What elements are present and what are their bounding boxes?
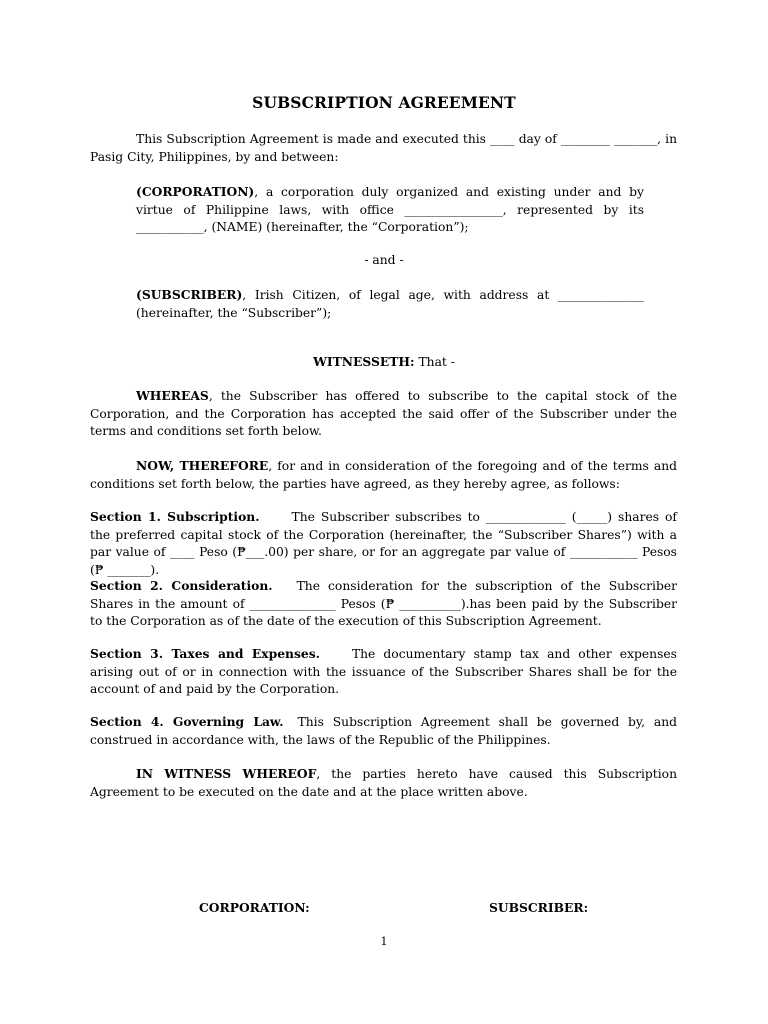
witnesseth-suffix: That - bbox=[414, 355, 455, 369]
section-3-paragraph bbox=[90, 645, 677, 699]
section-3-text: The documentary stamp tax and other expenses arising out of or in connection with the issuance of the Subscriber Shares shall be for the account of and paid by the Corporation. bbox=[90, 647, 677, 696]
signature-corporation-label: CORPORATION: bbox=[199, 900, 310, 915]
in-witness-paragraph bbox=[90, 765, 677, 801]
section-4-paragraph bbox=[90, 713, 677, 749]
corporation-party-name: (CORPORATION) bbox=[136, 184, 255, 199]
section-1-text: The Subscriber subscribes to _____________ (_____) shares of the preferred capital stock of the Corporation (hereinafter, the “Subscriber Shares”) with a par value of ____ Peso (₱___.00) per share, or for an aggregate par value of ___________ Pesos (₱ _______). bbox=[90, 510, 677, 577]
witnesseth-line bbox=[0, 353, 768, 371]
intro-paragraph: This Subscription Agreement is made and executed this ____ day of ________ _______, in Pasig City, Philippines, by and between: bbox=[90, 132, 677, 164]
in-witness-label: IN WITNESS WHEREOF bbox=[136, 766, 317, 781]
and-separator: - and - bbox=[364, 253, 404, 267]
section-3-heading: Section 3. Taxes and Expenses. bbox=[90, 646, 320, 661]
corporation-party-paragraph bbox=[136, 183, 644, 237]
witnesseth-label: WITNESSETH: bbox=[313, 354, 415, 369]
section-1-heading: Section 1. Subscription. bbox=[90, 509, 260, 524]
section-4-text: This Subscription Agreement shall be governed by, and construed in accordance with, the laws of the Republic of the Philippines. bbox=[90, 715, 677, 747]
subscriber-party-name: (SUBSCRIBER) bbox=[136, 287, 243, 302]
page-number: 1 bbox=[380, 935, 388, 948]
whereas-paragraph bbox=[90, 387, 677, 441]
subscriber-party-text: , Irish Citizen, of legal age, with address at ______________ (hereinafter, the “Subscriber”); bbox=[136, 288, 644, 320]
now-therefore-text: , for and in consideration of the foregoing and of the terms and conditions set forth below, the parties have agreed, as they hereby agree, as follows: bbox=[90, 459, 677, 491]
whereas-label: WHEREAS bbox=[136, 388, 209, 403]
whereas-text: , the Subscriber has offered to subscribe to the capital stock of the Corporation, and the Corporation has accepted the said offer of the Subscriber under the terms and conditions set forth below. bbox=[90, 389, 677, 438]
document-title: SUBSCRIPTION AGREEMENT bbox=[252, 93, 516, 112]
section-2-text: The consideration for the subscription of the Subscriber Shares in the amount of ______________ Pesos (₱ __________).has been paid by the Subscriber to the Corporation as of the date of the execution of this Subscription Agreement. bbox=[90, 579, 677, 628]
now-therefore-label: NOW, THEREFORE bbox=[136, 458, 269, 473]
section-4-heading: Section 4. Governing Law. bbox=[90, 714, 284, 729]
subscriber-party-paragraph bbox=[136, 286, 644, 322]
in-witness-text: , the parties hereto have caused this Subscription Agreement to be executed on the date and at the place written above. bbox=[90, 767, 677, 799]
section-2-heading: Section 2. Consideration. bbox=[90, 578, 273, 593]
signature-subscriber-label: SUBSCRIBER: bbox=[489, 900, 589, 915]
section-1-paragraph bbox=[90, 508, 677, 579]
now-therefore-paragraph bbox=[90, 457, 677, 493]
section-2-paragraph bbox=[90, 577, 677, 631]
corporation-party-text: , a corporation duly organized and existing under and by virtue of Philippine laws, with office ________________, represented by its ___________, (NAME) (hereinafter, the “Corporation”); bbox=[136, 185, 644, 234]
